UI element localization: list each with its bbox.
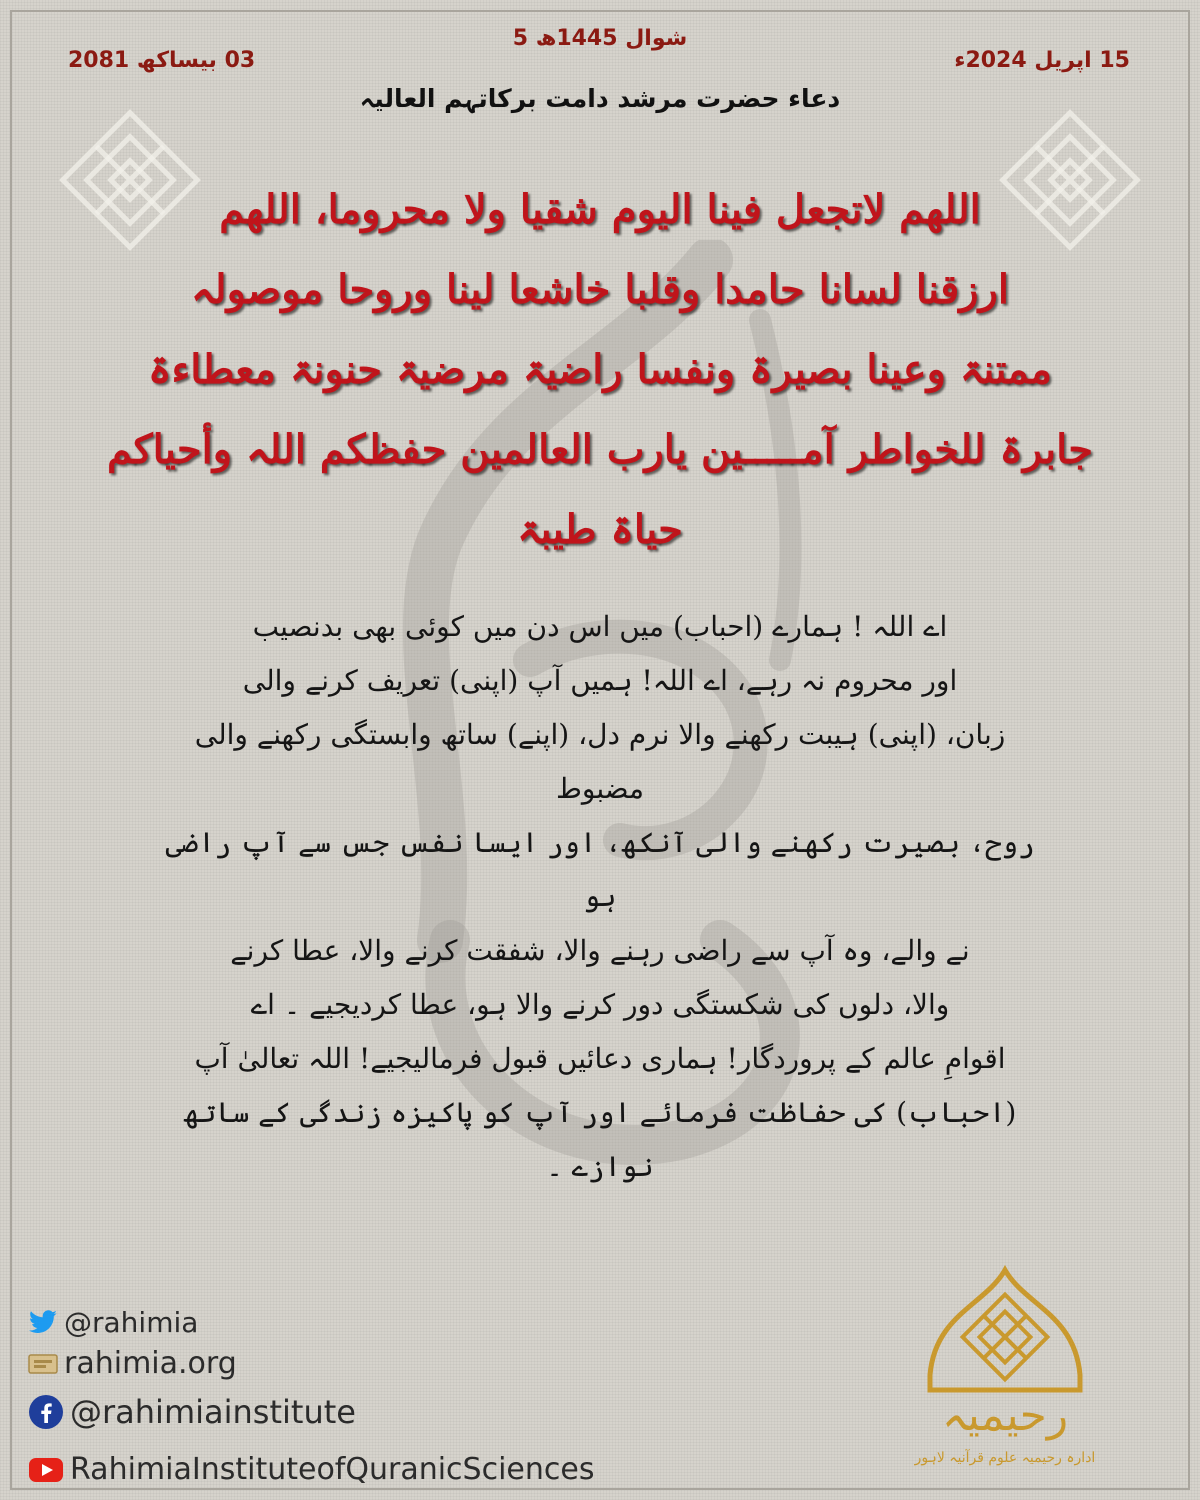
- arabic-dua-line: اللھم لاتجعل فینا الیوم شقیا ولا محروما، اللھم: [219, 186, 981, 233]
- arabic-dua-line: حیاۃ طیبۃ: [517, 506, 683, 553]
- translation-line: اے اللہ ! ہمارے (احباب) میں اس دن میں کوئی بھی بدنصیب: [252, 610, 948, 643]
- translation-line: روح، بصیرت رکھنے والی آنکھ، اور ایسا نفس جس سے آپ راضی ہو: [165, 826, 1035, 913]
- urdu-translation: [150, 600, 1050, 1194]
- facebook-handle: @rahimiainstitute: [70, 1393, 356, 1431]
- dua-heading: دعاء حضرت مرشد دامت برکاتہم العالیہ: [359, 84, 841, 113]
- translation-line: اقوامِ عالم کے پروردگار! ہماری دعائیں قبول فرمالیجیے! اللہ تعالیٰ آپ: [194, 1042, 1006, 1075]
- gregorian-date: 15 اپریل 2024ء: [954, 48, 1130, 73]
- facebook-link[interactable]: [28, 1393, 356, 1431]
- translation-line: اور محروم نہ رہے، اے اللہ! ہمیں آپ (اپنی) تعریف کرنے والی: [242, 664, 958, 697]
- arabic-dua-line: ارزقنا لسانا حامدا وقلبا خاشعا لینا وروحا موصولہ: [190, 266, 1009, 313]
- arabic-dua-line: ممتنۃ وعینا بصیرۃ ونفسا راضیۃ مرضیۃ حنونۃ معطاءۃ: [148, 346, 1052, 393]
- youtube-channel: RahimiaInstituteofQuranicSciences: [70, 1452, 595, 1487]
- hijri-date: 5 شوال 1445ھ: [512, 26, 688, 51]
- bikrami-date: 03 بیساکھ 2081: [68, 48, 256, 73]
- translation-line: نے والے، وہ آپ سے راضی رہنے والا، شفقت کرنے والا، عطا کرنے: [230, 934, 970, 967]
- translation-line: (احباب) کی حفاظت فرمائے اور آپ کو پاکیزہ زندگی کے ساتھ نوازے ۔: [183, 1096, 1017, 1183]
- youtube-play-icon: [28, 1457, 64, 1483]
- website-link[interactable]: [28, 1346, 237, 1381]
- arabic-dua: [80, 170, 1120, 570]
- twitter-handle: @rahimia: [64, 1306, 199, 1339]
- logo-brand-text: رحیمیہ: [941, 1390, 1069, 1441]
- translation-line: زبان، (اپنی) ہیبت رکھنے والا نرم دل، (اپنے) ساتھ وابستگی رکھنے والی مضبوط: [194, 718, 1006, 805]
- youtube-link[interactable]: [28, 1452, 594, 1487]
- web-globe-icon: [28, 1352, 58, 1376]
- translation-line: والا، دلوں کی شکستگی دور کرنے والا ہو، عطا کردیجیے ۔ اے: [250, 988, 950, 1021]
- logo-subtitle: ادارہ رحیمیہ علوم قرآنیہ لاہور: [914, 1450, 1096, 1466]
- twitter-bird-icon: [28, 1310, 58, 1336]
- website-url: rahimia.org: [64, 1346, 237, 1381]
- arabic-dua-line: جابرۃ للخواطر آمـــــین یارب العالمین حفظکم اللہ وأحیاکم: [106, 426, 1094, 473]
- twitter-link[interactable]: [28, 1306, 198, 1339]
- facebook-icon: [28, 1394, 64, 1430]
